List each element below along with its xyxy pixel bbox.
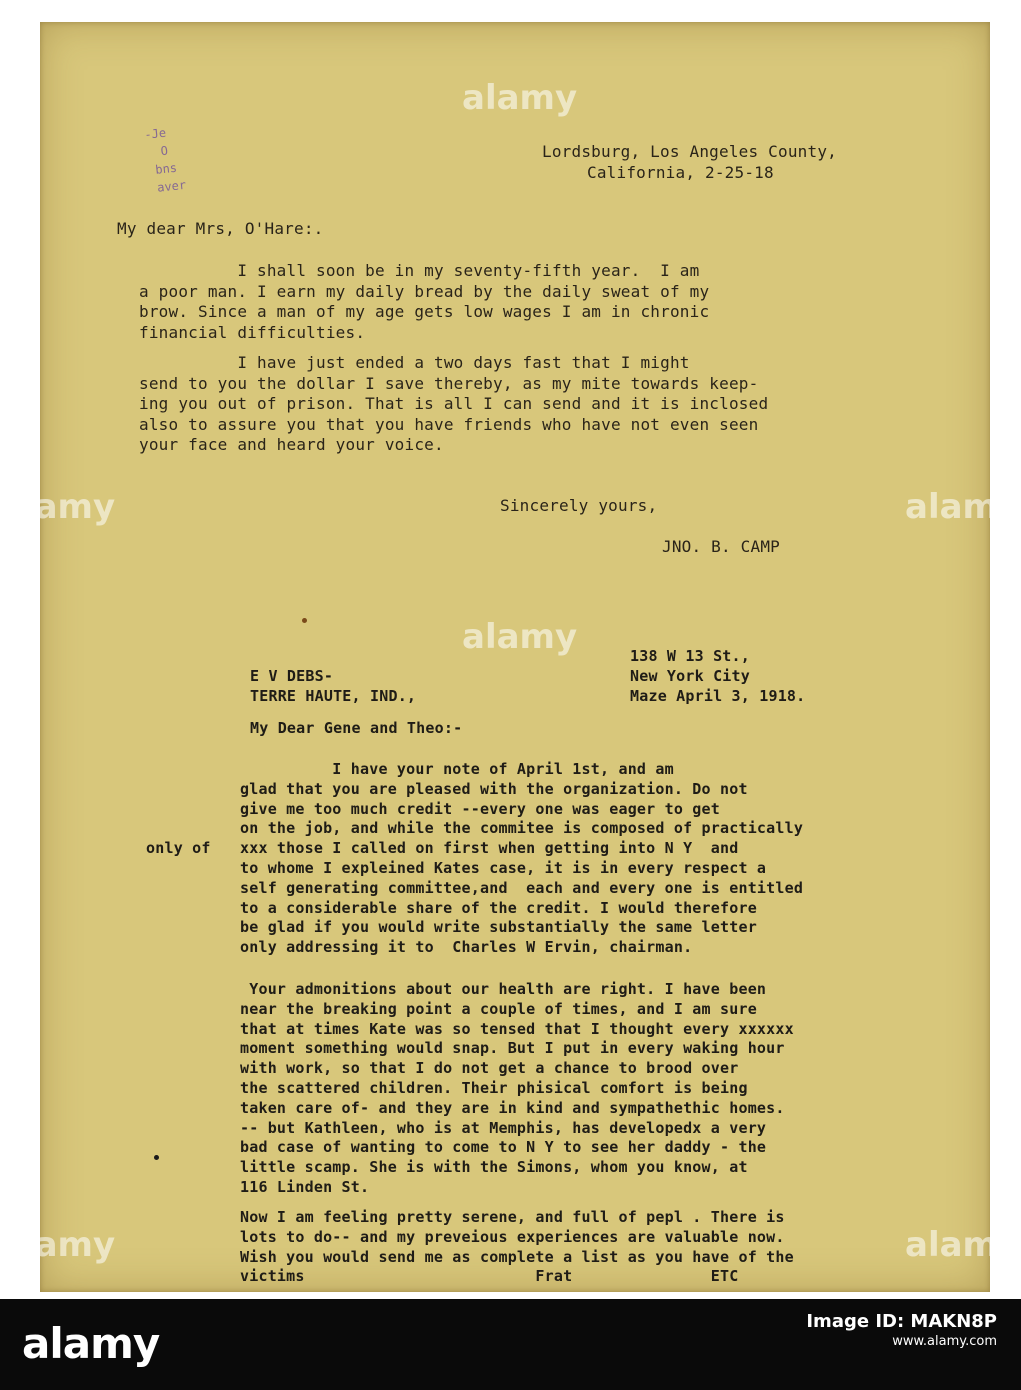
watermark: alamy — [0, 1225, 116, 1265]
alamy-logo: alamy — [22, 1319, 160, 1368]
letter1-signature: JNO. B. CAMP — [662, 537, 780, 556]
site-url: www.alamy.com — [892, 1334, 997, 1349]
ink-dot — [154, 1155, 159, 1160]
paper-stain — [302, 618, 307, 623]
watermark: alamy — [905, 1225, 1021, 1265]
letter1-closing: Sincerely yours, — [500, 496, 658, 515]
letter1-paragraph-2: I have just ended a two days fast that I might send to you the dollar I save thereby, as my mite towards keep- ing you out of prison. That is all I can send and it is inclosed also to assure you that you have friends who have not even seen your face and heard your voice. — [139, 353, 769, 454]
letter2-recipient-address: E V DEBS- TERRE HAUTE, IND., — [250, 667, 417, 705]
letter2-sender-address: 138 W 13 St., New York City Maze April 3, 1918. — [630, 647, 806, 705]
letter1-date: California, 2-25-18 — [587, 163, 774, 182]
letter1-paragraph-1: I shall soon be in my seventy-fifth year. I am a poor man. I earn my daily bread by the daily sweat of my brow. Since a man of my age gets low wages I am in chronic financial difficulties. — [139, 261, 710, 342]
letter1-salutation: My dear Mrs, O'Hare:. — [117, 219, 324, 238]
purple-stamp: -Je O bns aver — [143, 125, 187, 196]
letter2-salutation: My Dear Gene and Theo:- — [250, 719, 463, 737]
letter2-paragraph-3: Now I am feeling pretty serene, and full of pepl . There is lots to do-- and my preveious experiences are valuable now. Wish you would send me as complete a list as you have of the victims Frat ETC — [240, 1208, 794, 1286]
watermark: alamy — [462, 78, 578, 118]
letter-page — [40, 22, 990, 1292]
margin-note: only of — [146, 839, 211, 857]
watermark: alamy — [462, 617, 578, 657]
letter2-paragraph-2: Your admonitions about our health are right. I have been near the breaking point a couple of times, and I am sure that at times Kate was so tensed that I thought every xxxxxx moment something would snap. But I put in every waking hour with work, so that I do not get a chance to brood over the scattered children. Their phisical comfort is being taken care of- and they are in kind and sympathethic homes. -- but Kathleen, who is at Memphis, has developedx a very bad case of wanting to come to N Y to see her daddy - the little scamp. She is with the Simons, whom you know, at 116 Linden St. — [240, 980, 794, 1196]
stock-photo-footer — [0, 1299, 1021, 1390]
image-id-block — [806, 1313, 997, 1351]
watermark: alamy — [905, 487, 1021, 527]
letter2-paragraph-1: I have your note of April 1st, and am glad that you are pleased with the organization. Do not give me too much credit --every one was eager to get on the job, and while the commitee is composed of practically xxx those I called on first when getting into N Y and to whome I expleined Kates case, it is in every respect a self generating committee,and each and every one is entitled to a considerable share of the credit. I would therefore be glad if you would write substantially the same letter only addressing it to Charles W Ervin, chairman. — [240, 760, 804, 957]
letter1-place: Lordsburg, Los Angeles County, — [542, 142, 837, 161]
image-id: Image ID: MAKN8P — [806, 1311, 997, 1332]
watermark: alamy — [0, 487, 116, 527]
